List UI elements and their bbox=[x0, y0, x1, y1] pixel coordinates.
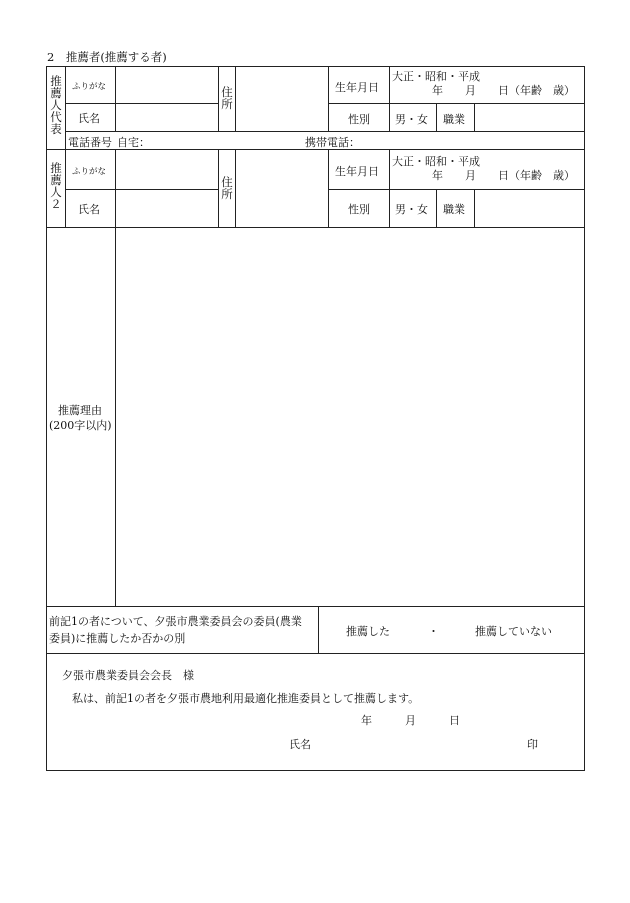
rule bbox=[389, 66, 390, 131]
rule bbox=[328, 149, 329, 227]
signature-name-label: 氏名 bbox=[289, 738, 311, 751]
rule bbox=[218, 149, 219, 227]
second-gender-label: 性別 bbox=[348, 203, 370, 216]
rep-occupation-label: 職業 bbox=[443, 113, 465, 126]
rule bbox=[65, 66, 66, 227]
rep-gender-options: 男・女 bbox=[395, 113, 428, 126]
second-gender-options: 男・女 bbox=[395, 203, 428, 216]
option-not-recommended: 推薦していない bbox=[475, 625, 552, 638]
rule bbox=[46, 606, 585, 607]
second-dob-label: 生年月日 bbox=[335, 165, 379, 178]
second-label: 推 薦 人 ２ bbox=[50, 161, 62, 211]
rule bbox=[474, 189, 475, 227]
rule bbox=[65, 189, 218, 190]
second-furigana-label: ふりがな bbox=[72, 167, 107, 177]
rule bbox=[328, 66, 329, 131]
rep-dob-label: 生年月日 bbox=[335, 81, 379, 94]
second-occupation-label: 職業 bbox=[443, 203, 465, 216]
second-dob-value bbox=[392, 155, 575, 183]
rule bbox=[235, 66, 236, 131]
rep-address-label: 住 所 bbox=[221, 85, 233, 111]
rep-label: 推 薦 人 代 表 bbox=[50, 74, 62, 136]
rule bbox=[235, 149, 236, 227]
seal-mark: 印 bbox=[527, 738, 538, 751]
rep-furigana-label: ふりがな bbox=[72, 82, 107, 92]
question-line2: 委員)に推薦したか否かの別 bbox=[49, 632, 186, 645]
rule bbox=[328, 189, 585, 190]
question-line1: 前記1の者について、夕張市農業委員会の委員(農業 bbox=[49, 615, 302, 628]
rule bbox=[46, 653, 585, 654]
addressee: 夕張市農業委員会会長 様 bbox=[62, 669, 194, 682]
second-name-label: 氏名 bbox=[78, 203, 100, 216]
declaration-date: 年 月 日 bbox=[361, 714, 460, 727]
rule bbox=[436, 103, 437, 131]
rep-era-options: 大正・昭和・平成 bbox=[392, 70, 480, 83]
reason-label: 推薦理由 bbox=[58, 404, 102, 417]
declaration-statement: 私は、前記1の者を夕張市農地利用最適化推進委員として推薦します。 bbox=[72, 692, 420, 705]
rule bbox=[318, 606, 319, 653]
rule bbox=[389, 149, 390, 227]
rep-date-line: 年 月 日（年齢 歳） bbox=[432, 84, 575, 97]
reason-limit: (200字以内) bbox=[49, 419, 112, 432]
section-title: 2 推薦者(推薦する者) bbox=[47, 50, 167, 64]
rule bbox=[115, 149, 116, 606]
option-separator: ・ bbox=[428, 625, 439, 638]
rep-name-label: 氏名 bbox=[78, 112, 100, 125]
rule bbox=[474, 103, 475, 131]
rule bbox=[218, 66, 219, 131]
rule bbox=[436, 189, 437, 227]
rep-dob-value bbox=[392, 70, 575, 98]
rule bbox=[328, 103, 585, 104]
second-era-options: 大正・昭和・平成 bbox=[392, 155, 480, 168]
option-recommended: 推薦した bbox=[346, 625, 390, 638]
rule bbox=[65, 131, 585, 132]
rep-mobile-label: 携帯電話： bbox=[305, 136, 360, 149]
rule bbox=[65, 103, 218, 104]
rule bbox=[46, 227, 585, 228]
rep-phone-label: 電話番号 bbox=[68, 136, 112, 149]
rep-home-phone-label: 自宅： bbox=[117, 136, 150, 149]
rule bbox=[115, 66, 116, 131]
second-date-line: 年 月 日（年齢 歳） bbox=[432, 169, 575, 182]
second-address-label: 住 所 bbox=[221, 175, 233, 201]
rep-gender-label: 性別 bbox=[348, 113, 370, 126]
